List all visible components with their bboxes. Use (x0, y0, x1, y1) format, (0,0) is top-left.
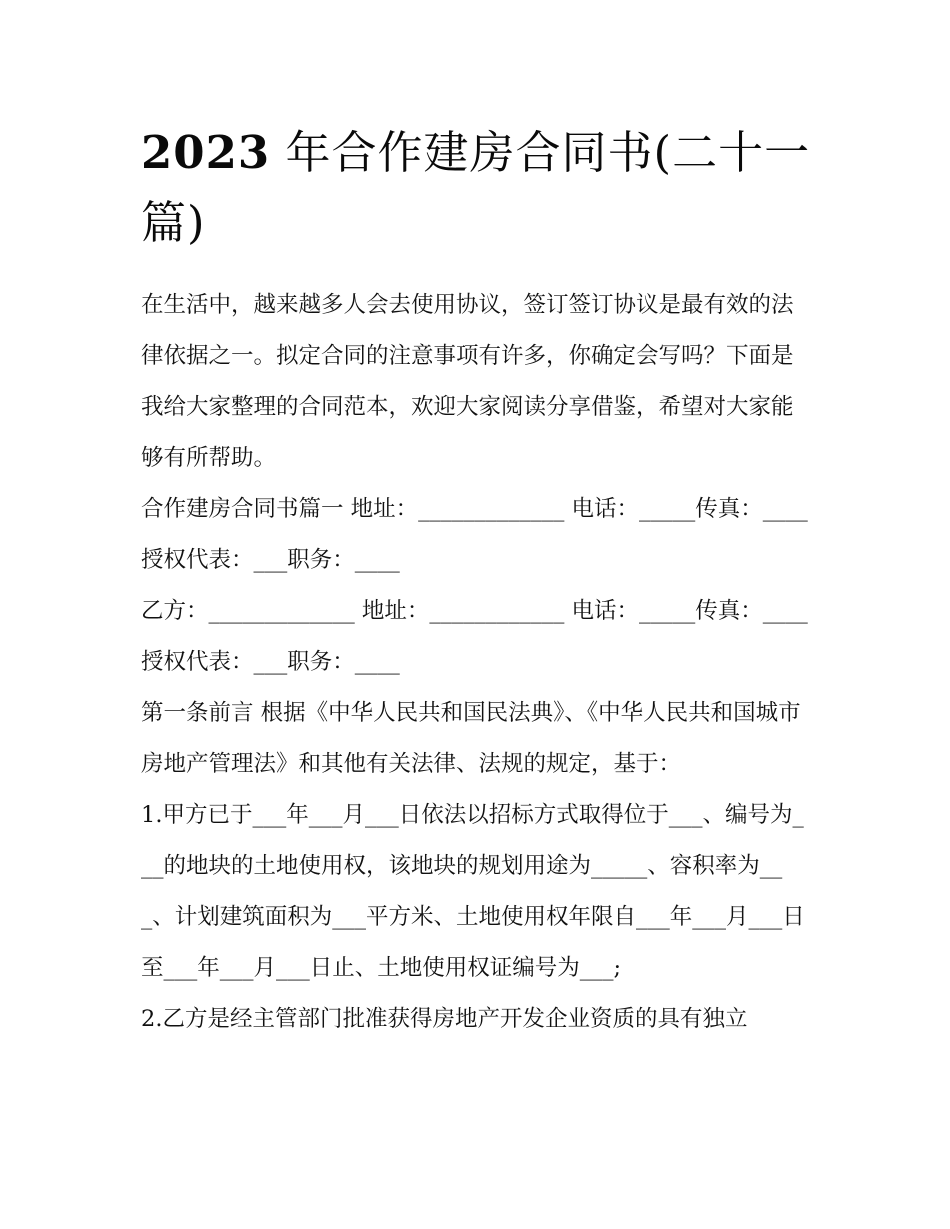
title-text: 年合作建房合同书(二十一篇) (141, 126, 811, 249)
party-b-info: 乙方：_____________ 地址：____________ 电话：_____传真：____ 授权代表：___职务：____ (141, 598, 815, 675)
document-content (141, 118, 813, 1045)
clause-2: 2.乙方是经主管部门批准获得房地产开发企业资质的具有独立 (141, 1006, 748, 1032)
intro-paragraph: 在生活中，越来越多人会去使用协议，签订签订协议是最有效的法律依据之一。拟定合同的注意事项有许多，你确定会写吗？下面是我给大家整理的合同范本，欢迎大家阅读分享借鉴，希望对大家能够有所帮助。 (141, 292, 794, 471)
title-year: 2023 (141, 126, 271, 179)
document-title (141, 118, 813, 258)
article-one-preamble: 第一条前言 根据《中华人民共和国民法典》、《中华人民共和国城市房地产管理法》和其他有关法律、法规的规定，基于： (141, 700, 801, 777)
clause-1: 1.甲方已于___年___月___日依法以招标方式取得位于___、编号为___的地块的土地使用权，该地块的规划用途为_____、容积率为___、计划建筑面积为___平方米、土地使用权年限自___年___月___日至___年___月___日止、土地使用权证编号为___; (141, 802, 805, 981)
party-a-info: 合作建房合同书篇一 地址：_____________ 电话：_____传真：____ 授权代表：___职务：____ (141, 496, 815, 573)
